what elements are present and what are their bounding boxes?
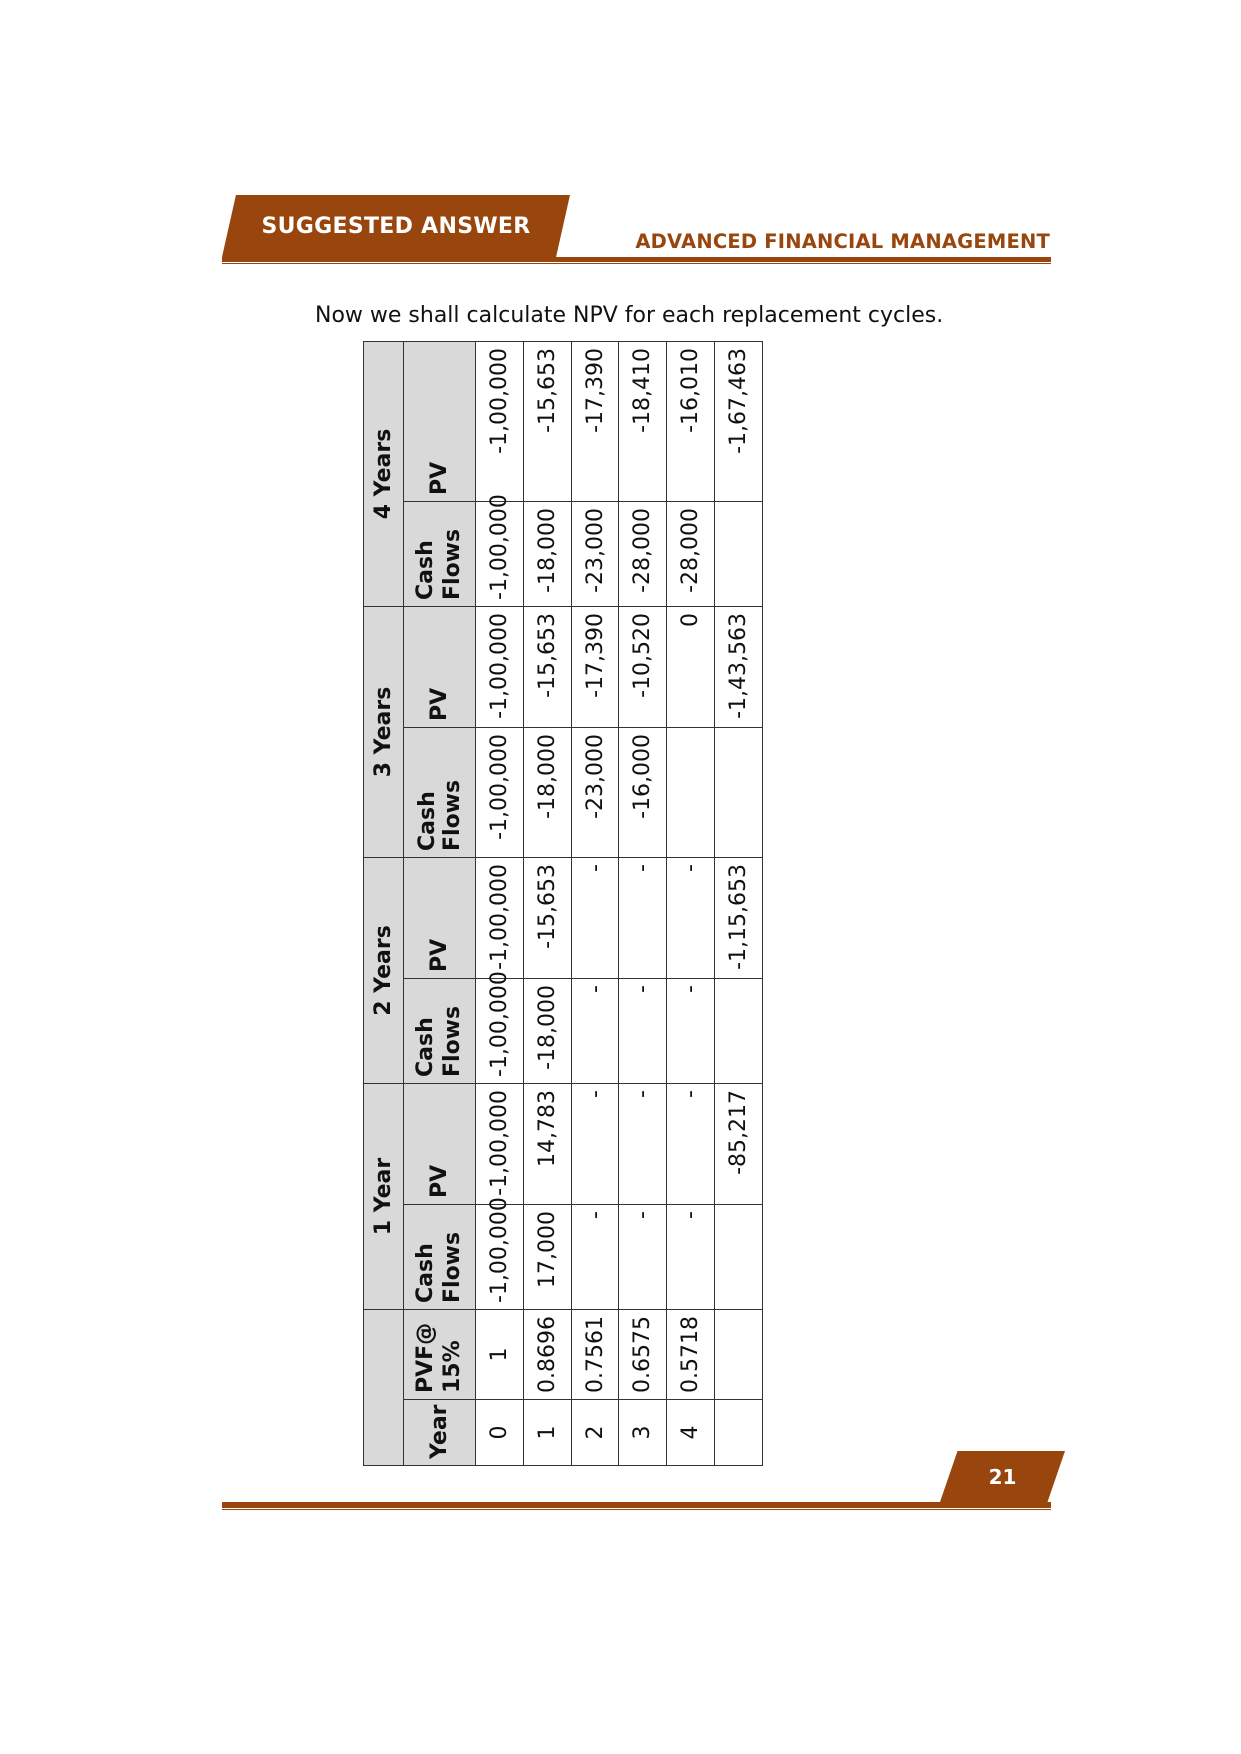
value-cell: -23,000: [571, 728, 619, 858]
value-cell: -: [619, 1205, 667, 1310]
col-header-pvf: PVF@ 15%: [404, 1310, 476, 1400]
value-cell: -: [571, 979, 619, 1084]
value-cell: -15,653: [523, 858, 571, 979]
pvf-cell: 0.8696: [523, 1310, 571, 1400]
value-cell: -1,00,000: [476, 342, 524, 502]
year-cell: 4: [667, 1400, 715, 1466]
npv-table-container: [363, 342, 763, 1466]
table-row: [523, 342, 571, 1466]
value-cell: -18,000: [523, 728, 571, 858]
value-cell: -1,00,000: [476, 979, 524, 1084]
value-cell: -: [619, 1084, 667, 1205]
value-cell: -1,00,000: [476, 728, 524, 858]
value-cell: 14,783: [523, 1084, 571, 1205]
total-cell: [715, 1310, 763, 1400]
total-cell: [715, 502, 763, 607]
value-cell: -: [619, 858, 667, 979]
value-cell: -17,390: [571, 607, 619, 728]
value-cell: -: [667, 1084, 715, 1205]
npv-table: [363, 341, 763, 1466]
value-cell: 0: [667, 607, 715, 728]
header-rule: [222, 257, 1051, 264]
year-cell: 1: [523, 1400, 571, 1466]
value-cell: -1,00,000: [476, 1205, 524, 1310]
value-cell: -: [667, 979, 715, 1084]
value-cell: -15,653: [523, 607, 571, 728]
table-row: [571, 342, 619, 1466]
value-cell: -10,520: [619, 607, 667, 728]
total-cell: [715, 979, 763, 1084]
total-cell: -1,43,563: [715, 607, 763, 728]
col-header-pv: PV: [404, 342, 476, 502]
value-cell: -1,00,000: [476, 607, 524, 728]
intro-text: Now we shall calculate NPV for each replacement cycles.: [315, 303, 944, 328]
value-cell: [667, 728, 715, 858]
value-cell: -1,00,000: [476, 502, 524, 607]
col-header-cash-flows: Cash Flows: [404, 1205, 476, 1310]
value-cell: -: [571, 1205, 619, 1310]
col-header-pv: PV: [404, 607, 476, 728]
value-cell: -: [667, 858, 715, 979]
col-header-cash-flows: Cash Flows: [404, 728, 476, 858]
header-tab-label: SUGGESTED ANSWER: [261, 213, 531, 239]
year-cell: 0: [476, 1400, 524, 1466]
value-cell: 17,000: [523, 1205, 571, 1310]
year-cell: 3: [619, 1400, 667, 1466]
pvf-cell: 0.6575: [619, 1310, 667, 1400]
table-row: [619, 342, 667, 1466]
value-cell: -18,000: [523, 979, 571, 1084]
total-cell: [715, 728, 763, 858]
col-header-pv: PV: [404, 1084, 476, 1205]
subject-title: ADVANCED FINANCIAL MANAGEMENT: [635, 230, 1050, 253]
col-header-cash-flows: Cash Flows: [404, 502, 476, 607]
group-header-1-year: 1 Year: [364, 1084, 404, 1310]
value-cell: -18,000: [523, 502, 571, 607]
pvf-cell: 1: [476, 1310, 524, 1400]
total-cell: -85,217: [715, 1084, 763, 1205]
value-cell: -: [619, 979, 667, 1084]
table-row: [476, 342, 524, 1466]
col-header-year: Year: [404, 1400, 476, 1466]
value-cell: -: [667, 1205, 715, 1310]
value-cell: -1,00,000: [476, 858, 524, 979]
group-header-3-years: 3 Years: [364, 607, 404, 858]
total-cell: [715, 1400, 763, 1466]
pvf-cell: 0.5718: [667, 1310, 715, 1400]
total-cell: -1,15,653: [715, 858, 763, 979]
value-cell: -1,00,000: [476, 1084, 524, 1205]
value-cell: -17,390: [571, 342, 619, 502]
value-cell: -16,010: [667, 342, 715, 502]
value-cell: -18,410: [619, 342, 667, 502]
year-cell: 2: [571, 1400, 619, 1466]
total-cell: -1,67,463: [715, 342, 763, 502]
col-header-pv: PV: [404, 858, 476, 979]
value-cell: -28,000: [667, 502, 715, 607]
value-cell: -23,000: [571, 502, 619, 607]
blank-header-cell: [364, 1310, 404, 1466]
group-header-4-years: 4 Years: [364, 342, 404, 607]
group-header-2-years: 2 Years: [364, 858, 404, 1084]
value-cell: -: [571, 858, 619, 979]
footer-rule: [222, 1502, 1051, 1510]
page-number: 21: [988, 1464, 1017, 1489]
value-cell: -16,000: [619, 728, 667, 858]
total-cell: [715, 1205, 763, 1310]
table-row: [667, 342, 715, 1466]
totals-row: [715, 342, 763, 1466]
col-header-cash-flows: Cash Flows: [404, 979, 476, 1084]
value-cell: -15,653: [523, 342, 571, 502]
value-cell: -28,000: [619, 502, 667, 607]
pvf-cell: 0.7561: [571, 1310, 619, 1400]
value-cell: -: [571, 1084, 619, 1205]
